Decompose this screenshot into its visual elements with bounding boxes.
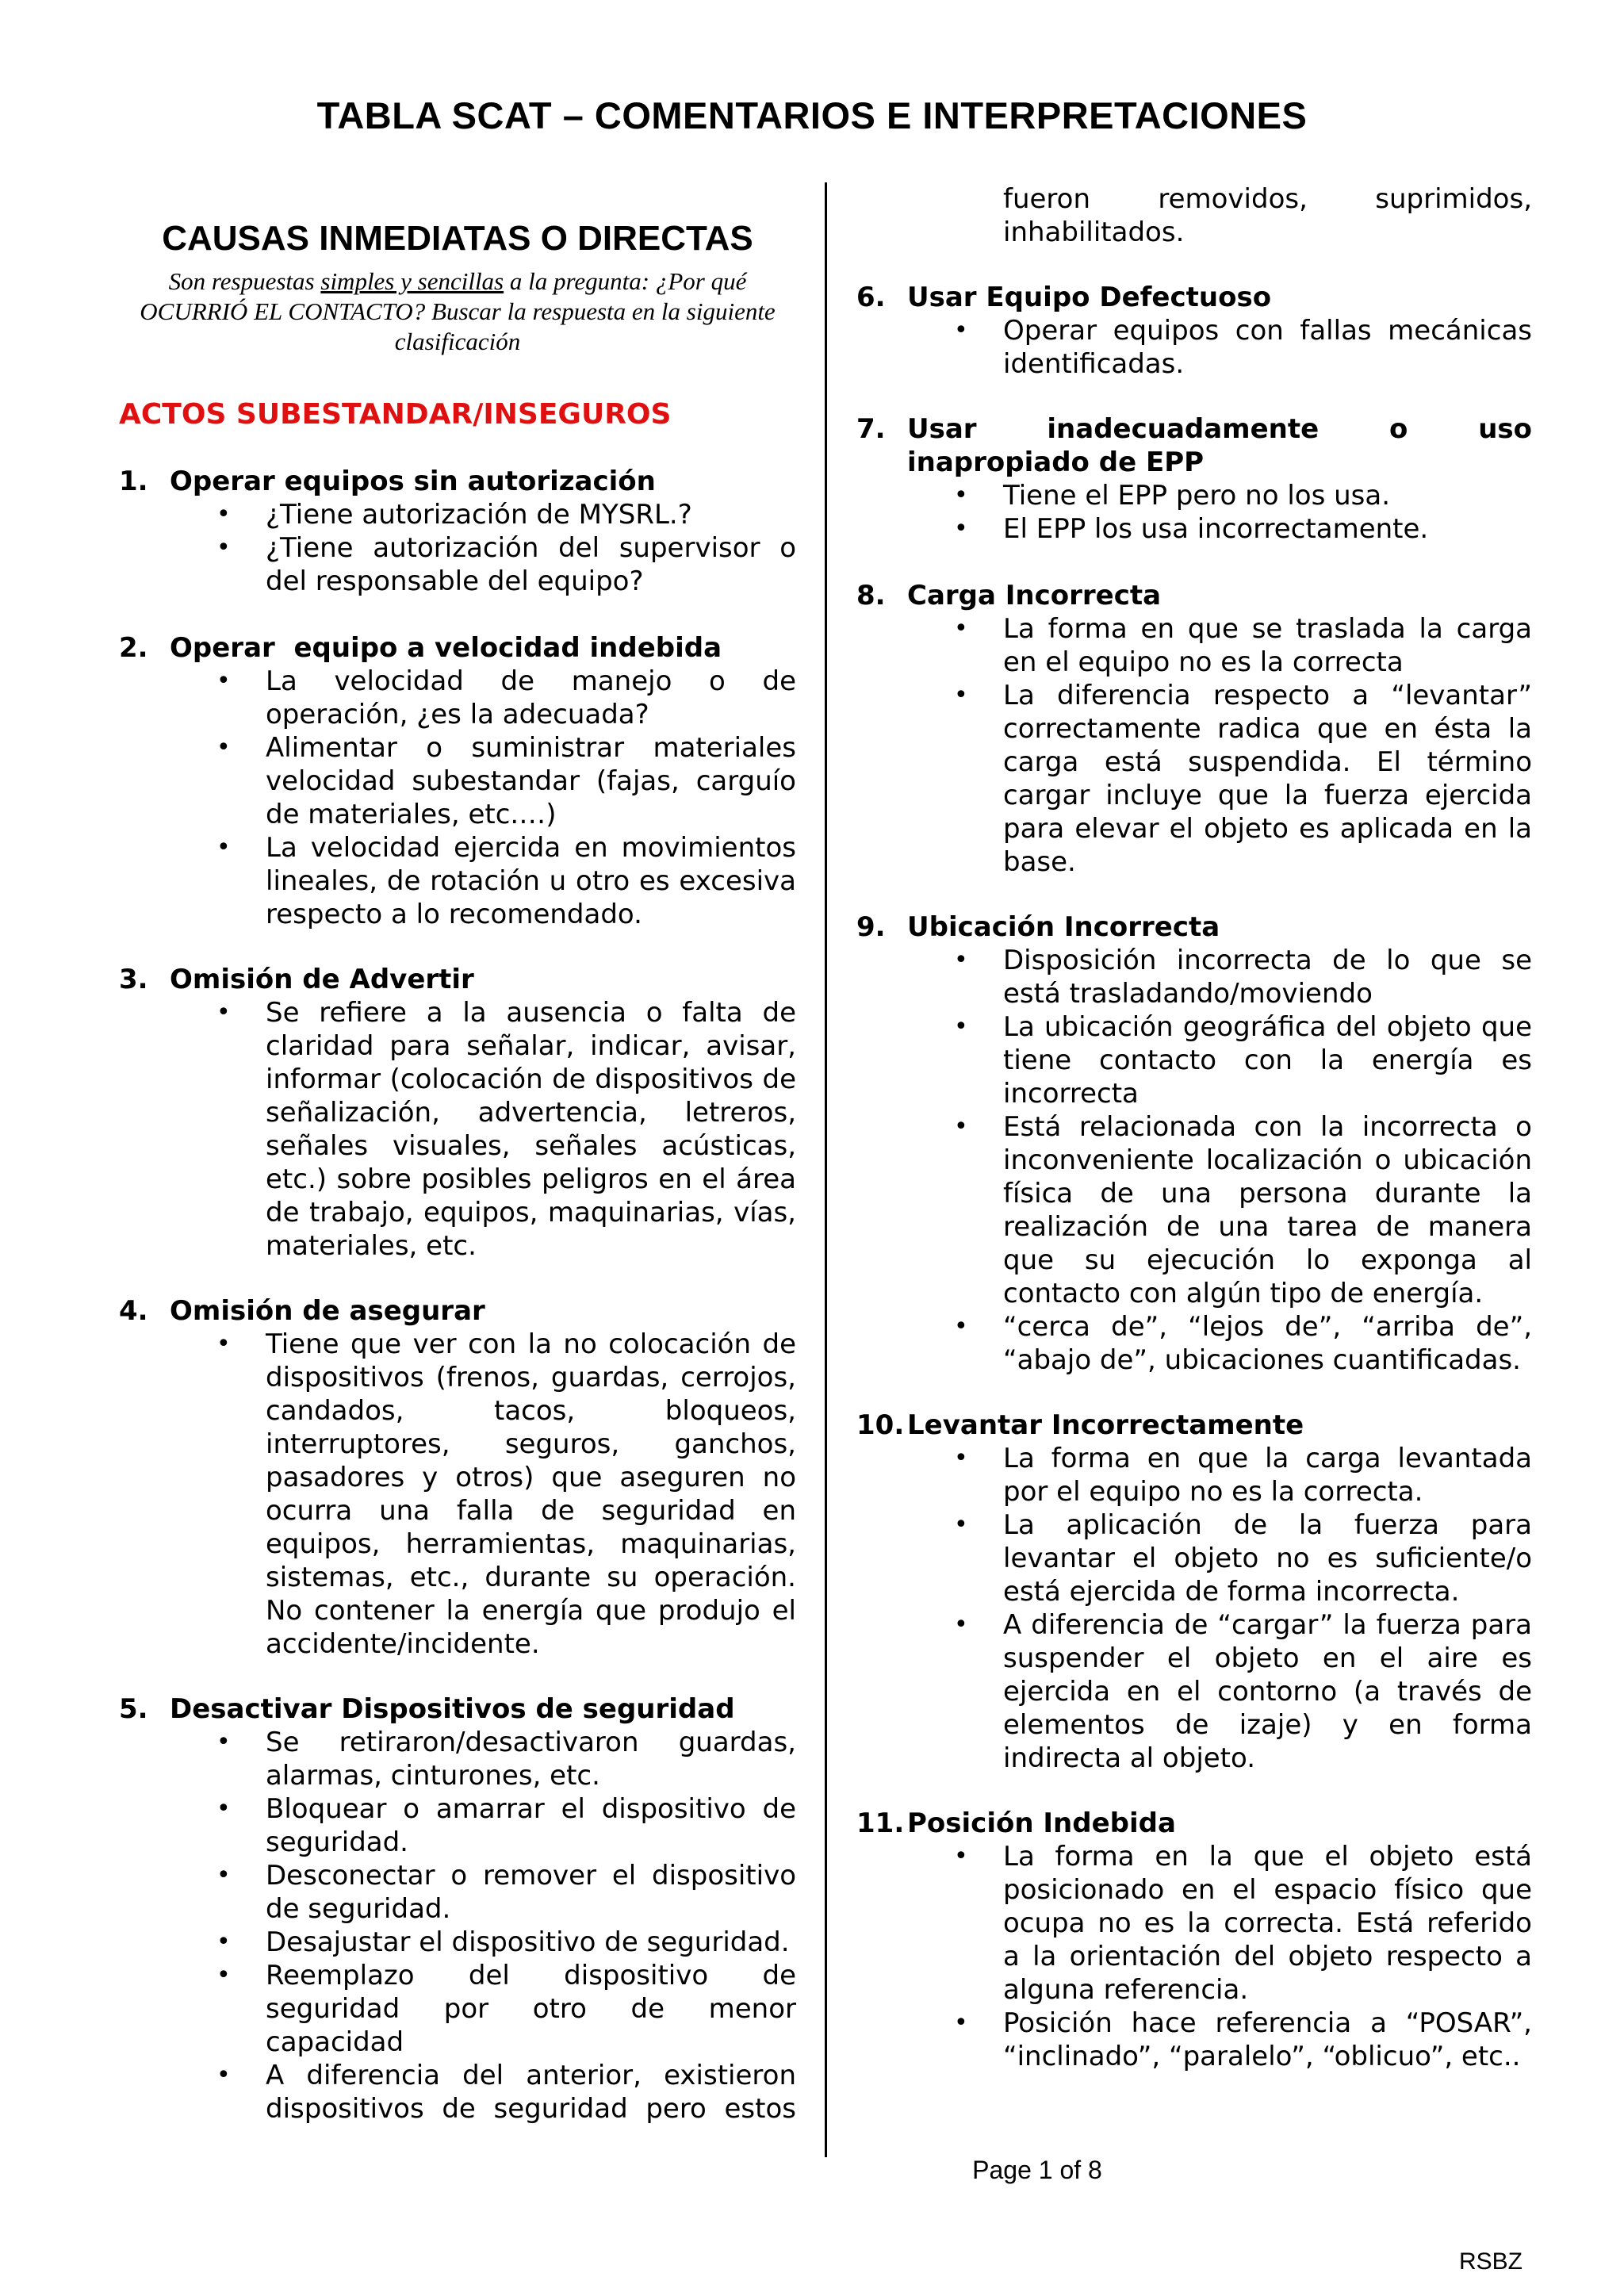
item-number: 3. bbox=[119, 964, 148, 995]
bullet-text: Operar equipos con fallas mecánicas identificadas. bbox=[1003, 315, 1532, 380]
bullet-icon: • bbox=[216, 2061, 231, 2089]
item-title bbox=[856, 910, 1532, 944]
bullet-item bbox=[856, 1110, 1532, 1310]
bullet-item bbox=[856, 1442, 1532, 1508]
bullet-item bbox=[856, 1508, 1532, 1608]
item-title-text: Omisión de asegurar bbox=[170, 1295, 485, 1327]
bullet-item bbox=[119, 731, 796, 831]
bullet-text: Se refiere a la ausencia o falta de claridad para señalar, indicar, avisar, informar (colocación de dispositivos de señalización, advertencia, letreros, señales visuales, señales acústicas, etc.) sobre posibles peligros en el área de trabajo, equipos, maquinarias, vías, materiales, etc. bbox=[266, 997, 796, 1262]
bullet-text: ¿Tiene autorización de MYSRL.? bbox=[266, 499, 692, 531]
item-number: 5. bbox=[119, 1693, 148, 1725]
section-heading: CAUSAS INMEDIATAS O DIRECTAS bbox=[162, 219, 753, 258]
item-number: 1. bbox=[119, 466, 148, 497]
bullet-icon: • bbox=[216, 1728, 231, 1756]
bullet-icon: • bbox=[216, 834, 231, 861]
bullet-icon: • bbox=[216, 734, 231, 761]
bullet-icon: • bbox=[216, 1330, 231, 1358]
item-title bbox=[856, 412, 1532, 479]
bullet-item bbox=[119, 831, 796, 931]
item-9 bbox=[856, 910, 1532, 1377]
bullet-text: La velocidad de manejo o de operación, ¿es la adecuada? bbox=[266, 665, 796, 730]
item-title-text: Usar inadecuadamente o uso inapropiado de EPP bbox=[907, 413, 1532, 478]
bullet-item bbox=[856, 479, 1532, 512]
bullet-text: La ubicación geográfica del objeto que tiene contacto con la energía es incorrecta bbox=[1003, 1011, 1532, 1110]
page-number: Page 1 of 8 bbox=[972, 2156, 1102, 2184]
item-11 bbox=[856, 1807, 1532, 2073]
bullet-item bbox=[856, 314, 1532, 381]
bullet-text: La aplicación de la fuerza para levantar el objeto no es suficiente/o está ejercida de forma incorrecta. bbox=[1003, 1509, 1532, 1608]
bullet-icon: • bbox=[954, 1313, 968, 1340]
bullet-icon: • bbox=[954, 515, 968, 542]
item-title bbox=[119, 963, 796, 996]
item-4 bbox=[119, 1294, 796, 1661]
bullet-item bbox=[856, 1010, 1532, 1110]
item-title bbox=[856, 579, 1532, 612]
bullet-text: Tiene que ver con la no colocación de dispositivos (frenos, guardas, cerrojos, candados, tacos, bloqueos, interruptores, seguros, ganchos, pasadores y otros) que aseguren no ocurra una falla de seguridad en equipos, herramientas, maquinarias, sistemas, etc., durante su operación. No contener la energía que produjo el accidente/incidente. bbox=[266, 1328, 796, 1660]
bullet-item bbox=[856, 512, 1532, 546]
bullet-item bbox=[856, 679, 1532, 879]
item-title bbox=[856, 1807, 1532, 1840]
bullet-text: La forma en la que el objeto está posicionado en el espacio físico que ocupa no es la correcta. Está referido a la orientación del objeto respecto a alguna referencia. bbox=[1003, 1841, 1532, 2006]
footer-code: RSBZ bbox=[1459, 2248, 1523, 2275]
bullet-icon: • bbox=[216, 1795, 231, 1823]
item-number: 9. bbox=[856, 911, 886, 943]
bullet-text: Alimentar o suministrar materiales velocidad subestandar (fajas, carguío de materiales, etc.…) bbox=[266, 732, 796, 830]
bullet-icon: • bbox=[954, 481, 968, 509]
item-title-text: Omisión de Advertir bbox=[170, 964, 474, 995]
bullet-icon: • bbox=[954, 1113, 968, 1140]
bullet-text: La forma en que la carga levantada por el equipo no es la correcta. bbox=[1003, 1443, 1532, 1508]
item-1 bbox=[119, 465, 796, 598]
bullet-item bbox=[856, 2007, 1532, 2073]
bullet-icon: • bbox=[954, 1444, 968, 1472]
bullet-text: La velocidad ejercida en movimientos lineales, de rotación u otro es excesiva respecto a lo recomendado. bbox=[266, 832, 796, 930]
bullet-item bbox=[119, 1959, 796, 2059]
bullet-item bbox=[119, 1792, 796, 1859]
bullet-item bbox=[119, 996, 796, 1263]
item-title-text: Operar equipos sin autorización bbox=[170, 466, 656, 497]
column-divider bbox=[825, 182, 827, 2157]
item-number: 8. bbox=[856, 580, 886, 611]
item-number: 10. bbox=[856, 1409, 905, 1441]
bullet-text: Bloquear o amarrar el dispositivo de seguridad. bbox=[266, 1793, 796, 1858]
bullet-icon: • bbox=[216, 1928, 231, 1956]
item-title bbox=[119, 465, 796, 498]
bullet-icon: • bbox=[954, 1013, 968, 1041]
bullet-text: El EPP los usa incorrectamente. bbox=[1003, 513, 1429, 545]
bullet-icon: • bbox=[216, 667, 231, 695]
bullet-item bbox=[119, 2059, 796, 2125]
bullet-icon: • bbox=[216, 1861, 231, 1889]
item-title bbox=[119, 1692, 796, 1726]
bullet-text: “cerca de”, “lejos de”, “arriba de”, “abajo de”, ubicaciones cuantificadas. bbox=[1003, 1311, 1532, 1376]
item-number: 2. bbox=[119, 632, 148, 664]
bullet-text: ¿Tiene autorización del supervisor o del responsable del equipo? bbox=[266, 532, 796, 597]
bullet-text: Está relacionada con la incorrecta o inconveniente localización o ubicación física de una persona durante la realización de una tarea de manera que su ejecución lo exponga al contacto con algún tipo de energía. bbox=[1003, 1111, 1532, 1309]
item-6 bbox=[856, 281, 1532, 381]
bullet-item bbox=[856, 944, 1532, 1010]
bullet-item bbox=[119, 1726, 796, 1792]
item-title-text: Operar equipo a velocidad indebida bbox=[170, 632, 722, 664]
item-title-text: Posición Indebida bbox=[907, 1807, 1176, 1839]
bullet-icon: • bbox=[954, 681, 968, 709]
item-5 bbox=[119, 1692, 796, 2125]
bullet-icon: • bbox=[216, 1961, 231, 1989]
item-10 bbox=[856, 1409, 1532, 1775]
bullet-item bbox=[856, 612, 1532, 679]
bullet-text: La diferencia respecto a “levantar” correctamente radica que en ésta la carga está suspendida. El término cargar incluye que la fuerza ejercida para elevar el objeto es aplicada en la base. bbox=[1003, 680, 1532, 878]
item-title bbox=[119, 1294, 796, 1328]
bullet-item bbox=[856, 1608, 1532, 1775]
item-number: 6. bbox=[856, 282, 886, 313]
bullet-icon: • bbox=[954, 2009, 968, 2037]
item-2 bbox=[119, 631, 796, 931]
continuation-text: fueron removidos, suprimidos, inhabilitados. bbox=[1003, 183, 1532, 248]
bullet-item bbox=[119, 498, 796, 531]
bullet-text: La forma en que se traslada la carga en el equipo no es la correcta bbox=[1003, 613, 1532, 678]
bullet-text: Desajustar el dispositivo de seguridad. bbox=[266, 1926, 790, 1958]
bullet-text: Se retiraron/desactivaron guardas, alarmas, cinturones, etc. bbox=[266, 1727, 796, 1792]
item-3 bbox=[119, 963, 796, 1263]
bullet-text: Desconectar o remover el dispositivo de seguridad. bbox=[266, 1860, 796, 1925]
item-number: 7. bbox=[856, 413, 886, 445]
item-8 bbox=[856, 579, 1532, 879]
bullet-icon: • bbox=[216, 999, 231, 1026]
document-title: TABLA SCAT – COMENTARIOS E INTERPRETACIONES bbox=[316, 94, 1308, 136]
bullet-icon: • bbox=[954, 1842, 968, 1870]
bullet-text: Reemplazo del dispositivo de seguridad por otro de menor capacidad bbox=[266, 1960, 796, 2058]
item-title-text: Ubicación Incorrecta bbox=[907, 911, 1220, 943]
bullet-icon: • bbox=[954, 1611, 968, 1639]
bullet-item bbox=[119, 665, 796, 731]
bullet-icon: • bbox=[954, 1511, 968, 1539]
section-subtitle bbox=[127, 266, 788, 357]
item-5-continuation bbox=[856, 182, 1532, 249]
bullet-text: Disposición incorrecta de lo que se está trasladando/moviendo bbox=[1003, 945, 1532, 1010]
subtitle-text-post: a la pregunta: ¿Por qué OCURRIÓ EL CONTACTO? Buscar la respuesta en la siguiente clasificación bbox=[140, 267, 776, 355]
bullet-item bbox=[856, 1310, 1532, 1377]
acts-heading: ACTOS SUBESTANDAR/INSEGUROS bbox=[119, 398, 672, 431]
bullet-text: Tiene el EPP pero no los usa. bbox=[1003, 480, 1391, 512]
bullet-icon: • bbox=[216, 534, 231, 562]
bullet-item bbox=[119, 531, 796, 598]
bullet-icon: • bbox=[954, 946, 968, 974]
subtitle-underlined: simples y sencillas bbox=[320, 267, 504, 295]
bullet-icon: • bbox=[954, 615, 968, 642]
item-number: 4. bbox=[119, 1295, 148, 1327]
bullet-item bbox=[119, 1926, 796, 1959]
bullet-icon: • bbox=[216, 500, 231, 528]
item-title bbox=[856, 1409, 1532, 1442]
bullet-text: Posición hace referencia a “POSAR”, “inclinado”, “paralelo”, “oblicuo”, etc.. bbox=[1003, 2007, 1532, 2072]
item-title bbox=[856, 281, 1532, 314]
item-title-text: Levantar Incorrectamente bbox=[907, 1409, 1304, 1441]
bullet-item bbox=[856, 1840, 1532, 2007]
bullet-text: A diferencia del anterior, existieron dispositivos de seguridad pero estos bbox=[266, 2060, 796, 2125]
bullet-item bbox=[119, 1328, 796, 1661]
item-title-text: Usar Equipo Defectuoso bbox=[907, 282, 1272, 313]
bullet-item bbox=[119, 1859, 796, 1926]
item-number: 11. bbox=[856, 1807, 905, 1839]
item-title bbox=[119, 631, 796, 665]
item-title-text: Carga Incorrecta bbox=[907, 580, 1162, 611]
item-7 bbox=[856, 412, 1532, 546]
item-title-text: Desactivar Dispositivos de seguridad bbox=[170, 1693, 735, 1725]
subtitle-text-pre: Son respuestas bbox=[168, 267, 321, 295]
bullet-icon: • bbox=[954, 316, 968, 344]
bullet-text: A diferencia de “cargar” la fuerza para suspender el objeto en el aire es ejercida en el contorno (a través de elementos de izaje) y en forma indirecta al objeto. bbox=[1003, 1609, 1532, 1774]
